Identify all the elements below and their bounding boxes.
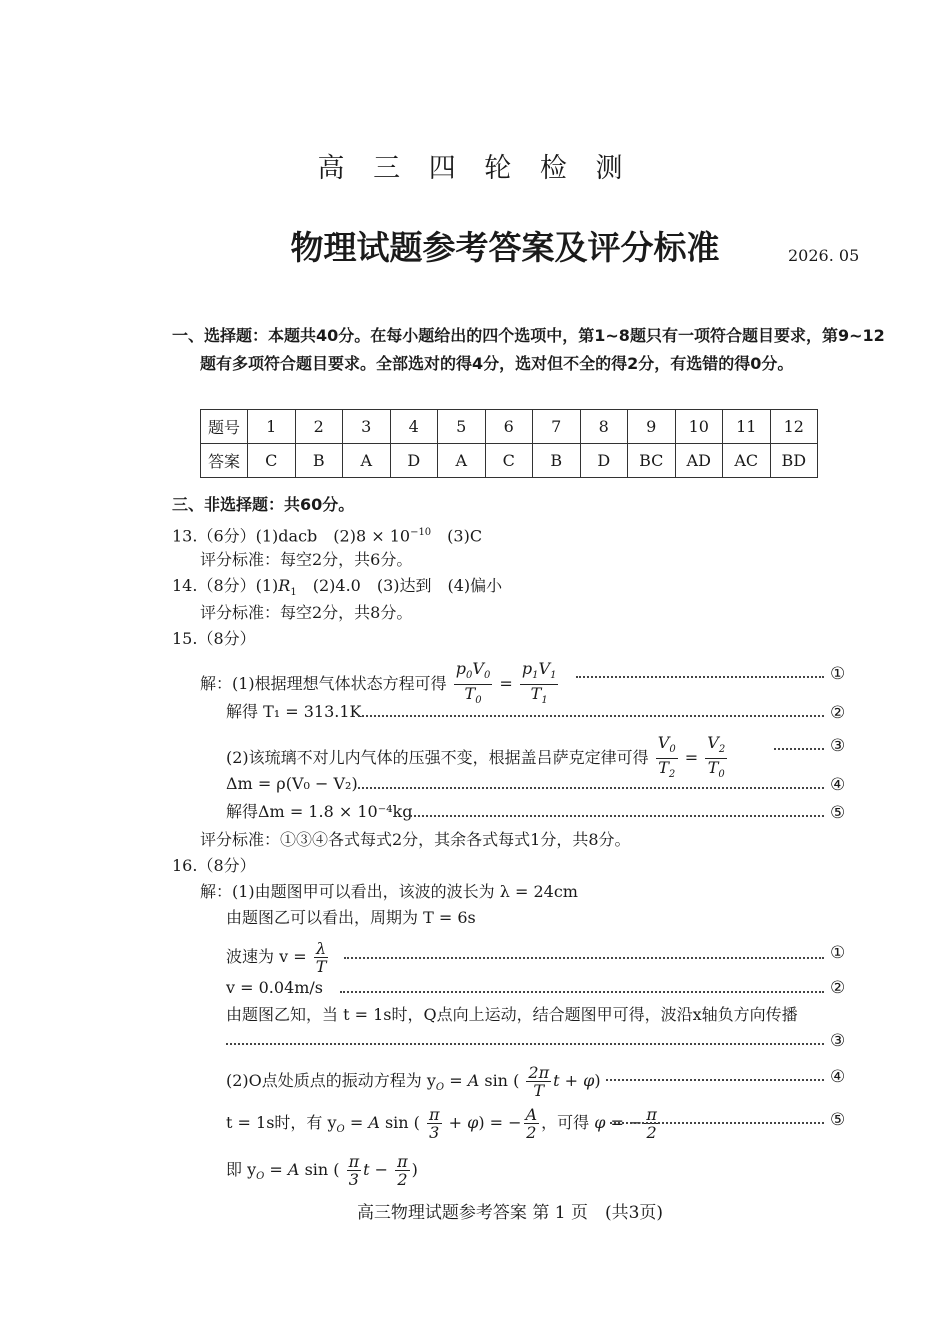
document-title: 物理试题参考答案及评分标准: [290, 228, 720, 267]
q16-heading: 16.（8分）: [172, 856, 256, 875]
table-cell: 4: [390, 410, 438, 444]
circled-number: ①: [830, 664, 846, 684]
q16-line7-text: (2)O点处质点的振动方程为 y: [226, 1071, 436, 1090]
table-cell: 10: [675, 410, 723, 444]
leader-dots: [358, 787, 824, 789]
table-cell: B: [533, 444, 581, 478]
q14-answer: [172, 575, 502, 604]
equation-fraction: $\frac{\pi}{3}$: [429, 1105, 440, 1142]
q16-line7: (2)O点处质点的振动方程为 $y_O = A$ sin ( $\frac{2\pi}{T}$ t + φ): [226, 1063, 601, 1100]
q15-grading: 评分标准：①③④各式每式2分，其余各式每式1分，共8分。: [200, 830, 631, 849]
document-date: 2026. 05: [788, 246, 860, 265]
circled-number: ⑤: [830, 803, 846, 823]
q15-step1-text: 解：(1)根据理想气体状态方程可得: [200, 674, 447, 694]
equation-fraction: $\frac{\pi}{2}$: [397, 1152, 408, 1189]
table-cell: 3: [343, 410, 391, 444]
equation-fraction: $\frac{V_2}{T_0}$: [707, 733, 726, 781]
q16-line8-text: t = 1s时，有 y: [226, 1113, 337, 1132]
circled-number: ③: [830, 1031, 846, 1051]
q14-grading: 评分标准：每空2分，共8分。: [200, 603, 413, 622]
equation-fraction: $\frac{p_1V_1}{T_1}$: [521, 659, 557, 707]
equation-fraction: $\frac{A}{2}$: [525, 1105, 538, 1142]
equation-fraction: $\frac{V_0}{T_2}$: [657, 733, 676, 781]
leader-dots: [340, 991, 824, 993]
table-cell: BC: [628, 444, 676, 478]
leader-dots: [774, 748, 824, 750]
table-cell: A: [343, 444, 391, 478]
equation-fraction: $\frac{\pi}{3}$: [348, 1152, 360, 1189]
table-cell: 1: [248, 410, 296, 444]
table-row-answers: [201, 444, 818, 478]
q16-line5: 由题图乙知，当 t = 1s时，Q点向上运动，结合题图甲可得，波沿x轴负方向传播: [226, 1005, 798, 1024]
q16-line4: v = 0.04m/s: [226, 978, 324, 997]
circled-number: ④: [830, 775, 846, 795]
table-cell: AC: [723, 444, 771, 478]
q13-tail: (3)C: [431, 526, 483, 546]
table-cell: A: [438, 444, 486, 478]
equation-fraction: $\frac{\pi}{2}$: [646, 1105, 657, 1142]
equation-fraction: $\frac{p_0V_0}{T_0}$: [455, 659, 491, 707]
table-cell: B: [295, 444, 343, 478]
leader-dots: [358, 715, 824, 717]
q14-r-sub: 1: [290, 587, 297, 599]
q16-line9: 即 $y_O = A$ sin ( $\frac{\pi}{3}$ t − $\frac{\pi}{2}$ ): [226, 1152, 418, 1189]
leader-dots: [610, 1122, 824, 1124]
leader-dots: [344, 957, 824, 959]
q15-step4: Δm = ρ(V₀ − V₂): [226, 774, 358, 793]
circled-number: ⑤: [830, 1110, 846, 1130]
circled-number: ④: [830, 1067, 846, 1087]
page-footer: 高三物理试题参考答案 第 1 页 (共3页): [356, 1203, 664, 1223]
q14-r: R: [278, 576, 291, 595]
section3-heading: 三、非选择题：共60分。: [172, 495, 355, 514]
circled-number: ②: [830, 703, 846, 723]
leader-dots: [606, 1079, 824, 1081]
leader-dots: [226, 1043, 824, 1045]
table-cell: 9: [628, 410, 676, 444]
table-header-cell: 题号: [201, 410, 248, 444]
circled-number: ②: [830, 978, 846, 998]
table-header-cell: 答案: [201, 444, 248, 478]
table-cell: C: [485, 444, 533, 478]
q14-text-a: 14.（8分）(1): [172, 576, 279, 595]
q13-grading: 评分标准：每空2分，共6分。: [200, 550, 413, 569]
section1-instructions: 一、选择题：本题共40分。在每小题给出的四个选项中，第1~8题只有一项符合题目要求，第9~12题有多项符合题目要求。全部选对的得4分，选对但不全的得2分，有选错的得0分。: [172, 326, 885, 373]
table-cell: 8: [580, 410, 628, 444]
q13-answer: [172, 522, 482, 547]
table-row-numbers: [201, 410, 818, 444]
q16-line1: 解：(1)由题图甲可以看出，该波的波长为 λ = 24cm: [200, 882, 578, 901]
q15-step3: (2)该琉璃不对儿内气体的压强不变，根据盖吕萨克定律可得 $\frac{V_0}{T_2}$ = $\frac{V_2}{T_0}$: [226, 734, 729, 783]
q16-line8: t = 1s时，有 $y_O = A$ sin ( $\frac{\pi}{3}$ + φ) = − $\frac{A}{2}$ ，可得 φ = − $\frac{\pi}{2}$: [226, 1105, 657, 1142]
equation-fraction: $\frac{\lambda}{T}$: [315, 939, 327, 976]
table-cell: 12: [770, 410, 818, 444]
q13-text: 13.（6分）(1)dacb (2)8 × 10: [172, 526, 411, 546]
q16-line3-text: 波速为 v =: [226, 947, 307, 966]
table-cell: D: [580, 444, 628, 478]
q15-heading: 15.（8分）: [172, 629, 256, 648]
q15-step5: 解得Δm = 1.8 × 10⁻⁴kg: [226, 802, 413, 821]
equation-fraction: $\frac{2\pi}{T}$: [528, 1063, 550, 1100]
q16-line2: 由题图乙可以看出，周期为 T = 6s: [226, 908, 476, 927]
answer-table: [200, 409, 818, 478]
leader-dots: [576, 676, 824, 678]
exam-series-title: 高 三 四 轮 检 测: [317, 153, 633, 184]
q14-text-b: (2)4.0 (3)达到 (4)偏小: [296, 576, 503, 595]
table-cell: BD: [770, 444, 818, 478]
q15-step3-text: (2)该琉璃不对儿内气体的压强不变，根据盖吕萨克定律可得: [226, 748, 649, 768]
circled-number: ③: [830, 736, 846, 756]
table-cell: 5: [438, 410, 486, 444]
q13-exponent: −10: [410, 527, 432, 538]
q16-line9-text: 即 y: [226, 1160, 257, 1179]
table-cell: 7: [533, 410, 581, 444]
q16-line3: [226, 940, 330, 975]
q15-step1: 解：(1)根据理想气体状态方程可得 $\frac{p_0V_0}{T_0}$ = $\frac{p_1V_1}{T_1}$: [200, 660, 560, 709]
table-cell: AD: [675, 444, 723, 478]
table-cell: 2: [295, 410, 343, 444]
leader-dots: [410, 815, 824, 817]
table-cell: C: [248, 444, 296, 478]
table-cell: 6: [485, 410, 533, 444]
table-cell: 11: [723, 410, 771, 444]
q15-step2: 解得 T₁ = 313.1K: [226, 702, 362, 721]
circled-number: ①: [830, 943, 846, 963]
table-cell: D: [390, 444, 438, 478]
